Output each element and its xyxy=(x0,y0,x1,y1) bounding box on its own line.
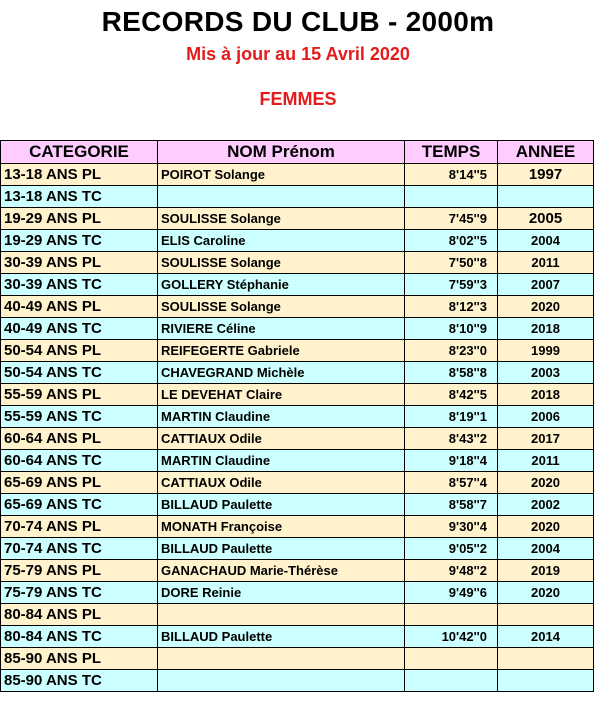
cell-year: 2018 xyxy=(498,384,594,406)
cell-category: 19-29 ANS TC xyxy=(1,230,158,252)
cell-time: 7'50''8 xyxy=(405,252,498,274)
cell-year: 2014 xyxy=(498,626,594,648)
section-title: FEMMES xyxy=(259,89,337,109)
cell-name xyxy=(158,648,405,670)
cell-year: 2017 xyxy=(498,428,594,450)
table-row xyxy=(1,626,594,648)
cell-year: 2006 xyxy=(498,406,594,428)
cell-category: 85-90 ANS PL xyxy=(1,648,158,670)
cell-name: LE DEVEHAT Claire xyxy=(158,384,405,406)
cell-year: 2020 xyxy=(498,296,594,318)
cell-category: 50-54 ANS PL xyxy=(1,340,158,362)
cell-time: 8'02''5 xyxy=(405,230,498,252)
cell-time: 9'05''2 xyxy=(405,538,498,560)
cell-time: 8'58''8 xyxy=(405,362,498,384)
cell-name: SOULISSE Solange xyxy=(158,252,405,274)
table-row xyxy=(1,230,594,252)
cell-year xyxy=(498,604,594,626)
cell-category: 85-90 ANS TC xyxy=(1,670,158,692)
page-title: RECORDS DU CLUB - 2000m xyxy=(101,6,495,37)
cell-year: 2002 xyxy=(498,494,594,516)
cell-name xyxy=(158,670,405,692)
column-header-category: CATEGORIE xyxy=(1,141,158,164)
cell-name: CATTIAUX Odile xyxy=(158,472,405,494)
table-row xyxy=(1,648,594,670)
cell-name: CATTIAUX Odile xyxy=(158,428,405,450)
update-date: Mis à jour au 15 Avril 2020 xyxy=(186,44,410,64)
cell-time: 7'45''9 xyxy=(405,208,498,230)
cell-name: CHAVEGRAND Michèle xyxy=(158,362,405,384)
cell-name: DORE Reinie xyxy=(158,582,405,604)
cell-name: ELIS Caroline xyxy=(158,230,405,252)
table-row xyxy=(1,164,594,186)
cell-category: 60-64 ANS PL xyxy=(1,428,158,450)
cell-name: SOULISSE Solange xyxy=(158,208,405,230)
cell-name xyxy=(158,186,405,208)
cell-time: 8'12''3 xyxy=(405,296,498,318)
cell-category: 19-29 ANS PL xyxy=(1,208,158,230)
cell-name: POIROT Solange xyxy=(158,164,405,186)
cell-year: 2003 xyxy=(498,362,594,384)
cell-name: BILLAUD Paulette xyxy=(158,626,405,648)
table-row xyxy=(1,494,594,516)
table-row xyxy=(1,186,594,208)
table-row xyxy=(1,406,594,428)
column-header-year: ANNEE xyxy=(498,141,594,164)
cell-name: MONATH Françoise xyxy=(158,516,405,538)
cell-category: 65-69 ANS TC xyxy=(1,494,158,516)
cell-time: 8'57''4 xyxy=(405,472,498,494)
table-row xyxy=(1,604,594,626)
cell-year: 2011 xyxy=(498,252,594,274)
cell-category: 70-74 ANS TC xyxy=(1,538,158,560)
table-row xyxy=(1,538,594,560)
table-row xyxy=(1,362,594,384)
cell-year: 2019 xyxy=(498,560,594,582)
cell-time xyxy=(405,604,498,626)
table-row xyxy=(1,274,594,296)
cell-time xyxy=(405,648,498,670)
cell-year: 2020 xyxy=(498,516,594,538)
cell-time xyxy=(405,670,498,692)
cell-category: 60-64 ANS TC xyxy=(1,450,158,472)
cell-year xyxy=(498,670,594,692)
cell-name: GOLLERY Stéphanie xyxy=(158,274,405,296)
cell-name: GANACHAUD Marie-Thérèse xyxy=(158,560,405,582)
cell-name xyxy=(158,604,405,626)
cell-time: 8'42''5 xyxy=(405,384,498,406)
cell-year: 2011 xyxy=(498,450,594,472)
table-row xyxy=(1,516,594,538)
cell-time: 10'42''0 xyxy=(405,626,498,648)
cell-time: 8'14''5 xyxy=(405,164,498,186)
cell-year: 2020 xyxy=(498,472,594,494)
cell-time xyxy=(405,186,498,208)
cell-category: 55-59 ANS PL xyxy=(1,384,158,406)
cell-category: 30-39 ANS PL xyxy=(1,252,158,274)
cell-name: REIFEGERTE Gabriele xyxy=(158,340,405,362)
cell-category: 80-84 ANS PL xyxy=(1,604,158,626)
table-row xyxy=(1,560,594,582)
cell-year: 2018 xyxy=(498,318,594,340)
cell-name: SOULISSE Solange xyxy=(158,296,405,318)
cell-time: 9'18''4 xyxy=(405,450,498,472)
cell-year: 2004 xyxy=(498,230,594,252)
cell-year xyxy=(498,186,594,208)
cell-time: 8'19''1 xyxy=(405,406,498,428)
table-row xyxy=(1,340,594,362)
cell-name: BILLAUD Paulette xyxy=(158,538,405,560)
cell-category: 55-59 ANS TC xyxy=(1,406,158,428)
table-row xyxy=(1,450,594,472)
column-header-name: NOM Prénom xyxy=(158,141,405,164)
cell-category: 75-79 ANS TC xyxy=(1,582,158,604)
cell-year: 1999 xyxy=(498,340,594,362)
cell-name: RIVIERE Céline xyxy=(158,318,405,340)
cell-name: MARTIN Claudine xyxy=(158,406,405,428)
cell-category: 75-79 ANS PL xyxy=(1,560,158,582)
table-row xyxy=(1,472,594,494)
table-row xyxy=(1,428,594,450)
cell-name: MARTIN Claudine xyxy=(158,450,405,472)
cell-time: 8'23''0 xyxy=(405,340,498,362)
table-row xyxy=(1,582,594,604)
cell-time: 8'10''9 xyxy=(405,318,498,340)
records-body xyxy=(1,164,594,692)
cell-name: BILLAUD Paulette xyxy=(158,494,405,516)
cell-year: 2007 xyxy=(498,274,594,296)
cell-category: 40-49 ANS TC xyxy=(1,318,158,340)
table-row xyxy=(1,384,594,406)
table-row xyxy=(1,208,594,230)
cell-time: 9'48''2 xyxy=(405,560,498,582)
records-table xyxy=(0,140,594,692)
cell-category: 80-84 ANS TC xyxy=(1,626,158,648)
table-row xyxy=(1,296,594,318)
cell-category: 65-69 ANS PL xyxy=(1,472,158,494)
cell-year xyxy=(498,648,594,670)
cell-time: 9'49''6 xyxy=(405,582,498,604)
column-header-time: TEMPS xyxy=(405,141,498,164)
cell-year: 2005 xyxy=(498,208,594,230)
cell-category: 70-74 ANS PL xyxy=(1,516,158,538)
table-row xyxy=(1,252,594,274)
cell-year: 2020 xyxy=(498,582,594,604)
cell-time: 8'58''7 xyxy=(405,494,498,516)
cell-time: 7'59''3 xyxy=(405,274,498,296)
cell-category: 13-18 ANS PL xyxy=(1,164,158,186)
cell-year: 1997 xyxy=(498,164,594,186)
cell-category: 50-54 ANS TC xyxy=(1,362,158,384)
cell-category: 13-18 ANS TC xyxy=(1,186,158,208)
cell-year: 2004 xyxy=(498,538,594,560)
cell-time: 9'30''4 xyxy=(405,516,498,538)
table-row xyxy=(1,318,594,340)
cell-category: 30-39 ANS TC xyxy=(1,274,158,296)
table-row xyxy=(1,670,594,692)
table-header-row xyxy=(1,141,594,164)
cell-time: 8'43''2 xyxy=(405,428,498,450)
cell-category: 40-49 ANS PL xyxy=(1,296,158,318)
